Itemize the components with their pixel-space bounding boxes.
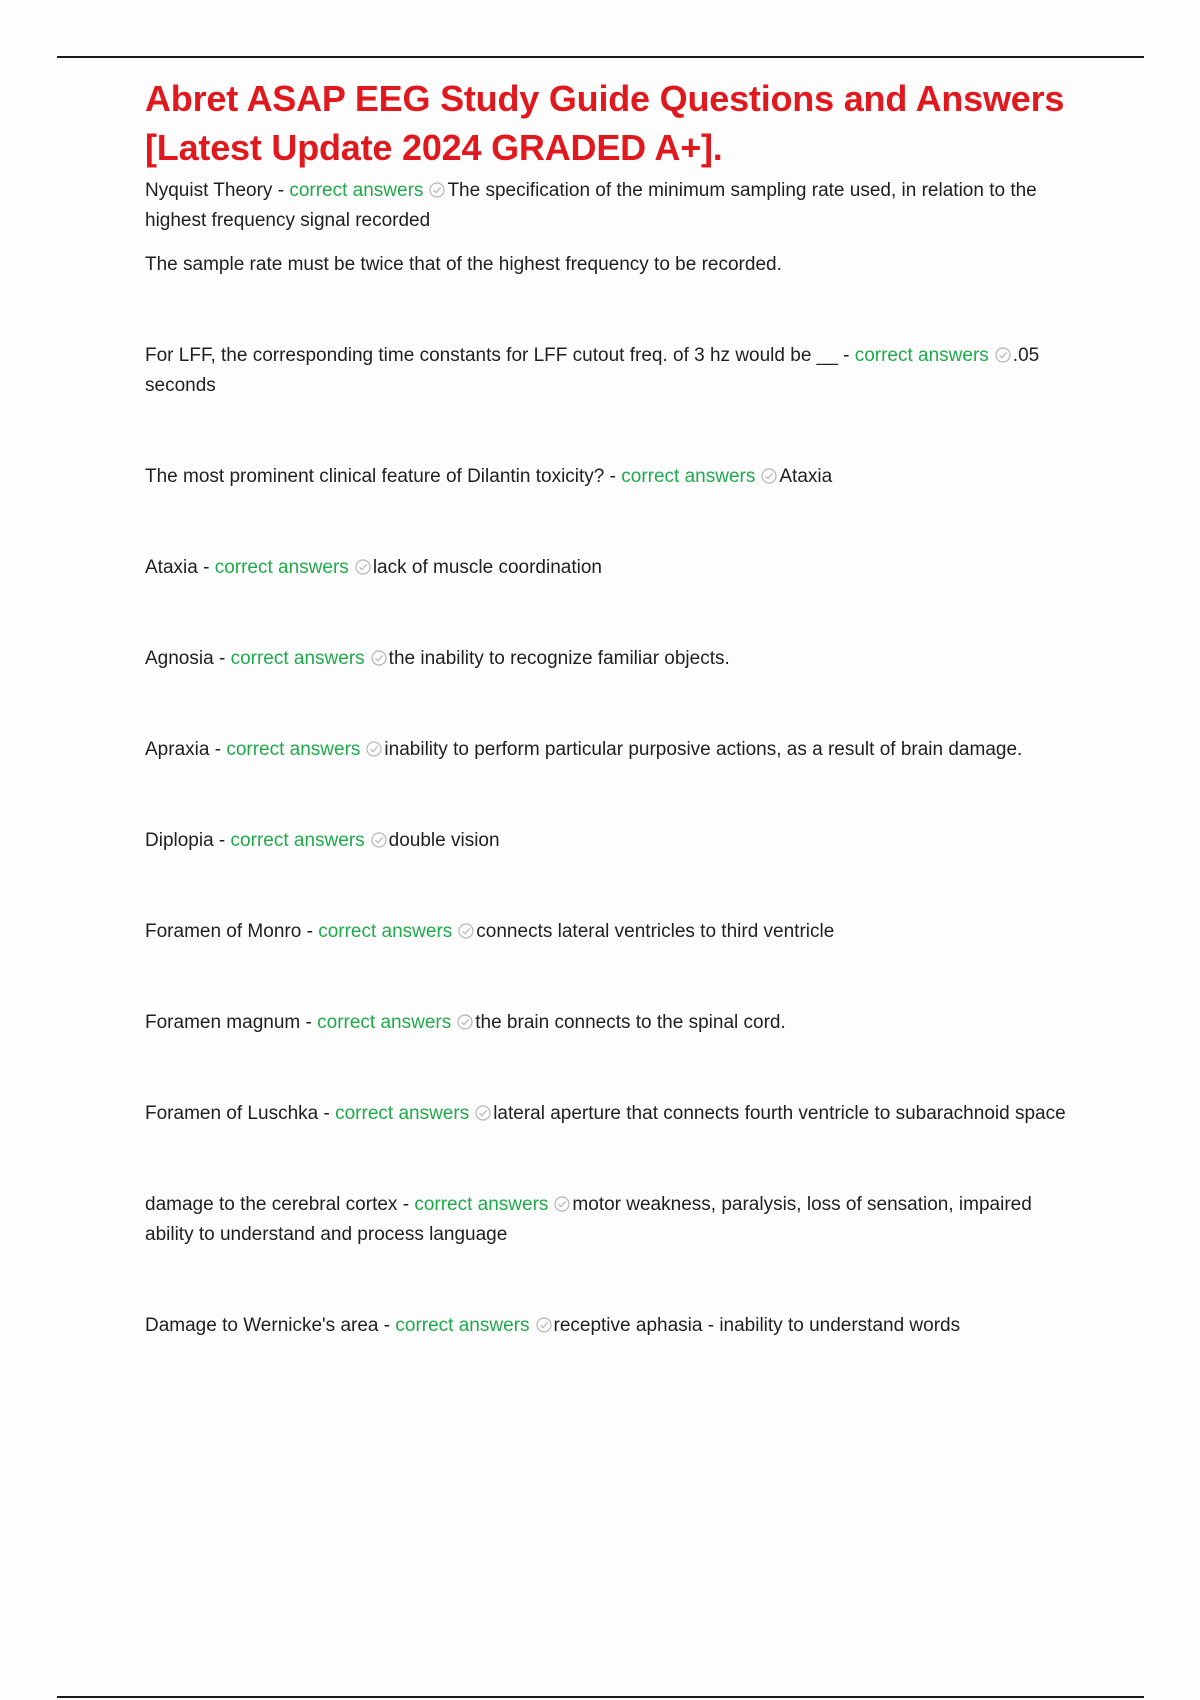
qa-entry xyxy=(145,1008,1080,1038)
question-text: Foramen of Monro xyxy=(145,921,302,942)
qa-entry xyxy=(145,462,1080,492)
qa-item xyxy=(145,826,1080,856)
check-circle-icon xyxy=(429,182,445,198)
answer-text: Ataxia xyxy=(779,466,833,487)
answer-label: correct answers xyxy=(230,648,365,669)
qa-item xyxy=(145,644,1080,674)
qa-entry xyxy=(145,1311,1080,1341)
qa-item xyxy=(145,1190,1080,1250)
separator: - xyxy=(604,466,622,487)
check-circle-icon xyxy=(366,741,382,757)
question-text: Diplopia xyxy=(145,830,214,851)
separator: - xyxy=(272,180,290,201)
qa-item xyxy=(145,176,1080,280)
answer-label: correct answers xyxy=(621,466,756,487)
answer-label: correct answers xyxy=(395,1315,530,1336)
note-text: The sample rate must be twice that of the highest frequency to be recorded. xyxy=(145,254,782,275)
qa-entry xyxy=(145,917,1080,947)
answer-text: receptive aphasia - inability to understand words xyxy=(553,1315,961,1336)
question-text: Foramen of Luschka xyxy=(145,1103,319,1124)
separator: - xyxy=(300,1012,318,1033)
qa-entry xyxy=(145,1190,1080,1250)
qa-item xyxy=(145,341,1080,401)
answer-text: lack of muscle coordination xyxy=(372,557,602,578)
answer-label: correct answers xyxy=(335,1103,470,1124)
separator: - xyxy=(397,1194,415,1215)
separator: - xyxy=(213,648,231,669)
question-text: The most prominent clinical feature of Dilantin toxicity? xyxy=(145,466,605,487)
answer-text: lateral aperture that connects fourth ventricle to subarachnoid space xyxy=(493,1103,1066,1124)
check-circle-icon xyxy=(355,559,371,575)
separator: - xyxy=(378,1315,396,1336)
answer-text: connects lateral ventricles to third ventricle xyxy=(476,921,835,942)
separator: - xyxy=(213,830,231,851)
question-text: Ataxia xyxy=(145,557,198,578)
answer-text: the brain connects to the spinal cord. xyxy=(475,1012,786,1033)
answer-text: The specification of the minimum sampling rate used, in relation to the highest frequency signal recorded xyxy=(145,180,1037,231)
question-text: Apraxia xyxy=(145,739,210,760)
answer-text: .05 seconds xyxy=(145,345,1040,396)
qa-entry xyxy=(145,553,1080,583)
qa-item xyxy=(145,735,1080,765)
check-circle-icon xyxy=(371,832,387,848)
answer-label: correct answers xyxy=(289,180,424,201)
answer-text: inability to perform particular purposive actions, as a result of brain damage. xyxy=(384,739,1023,760)
qa-item xyxy=(145,462,1080,492)
question-text: damage to the cerebral cortex xyxy=(145,1194,398,1215)
answer-label: correct answers xyxy=(230,830,365,851)
answer-text: motor weakness, paralysis, loss of sensation, impaired ability to understand and process language xyxy=(145,1194,1032,1245)
document-body xyxy=(145,74,1080,1341)
bottom-divider xyxy=(57,1696,1144,1698)
check-circle-icon xyxy=(475,1105,491,1121)
separator: - xyxy=(209,739,227,760)
answer-label: correct answers xyxy=(214,557,349,578)
top-divider xyxy=(57,56,1144,58)
check-circle-icon xyxy=(761,468,777,484)
question-text: Agnosia xyxy=(145,648,214,669)
check-circle-icon xyxy=(371,650,387,666)
answer-text: double vision xyxy=(388,830,500,851)
answer-label: correct answers xyxy=(854,345,989,366)
document-title: Abret ASAP EEG Study Guide Questions and Answers [Latest Update 2024 GRADED A+]. xyxy=(145,78,1065,168)
separator: - xyxy=(197,557,215,578)
question-text: For LFF, the corresponding time constants for LFF cutout freq. of 3 hz would be __ xyxy=(145,345,838,366)
question-text: Nyquist Theory xyxy=(145,180,273,201)
separator: - xyxy=(301,921,319,942)
check-circle-icon xyxy=(995,347,1011,363)
qa-item xyxy=(145,917,1080,947)
qa-item xyxy=(145,1311,1080,1341)
check-circle-icon xyxy=(554,1196,570,1212)
answer-text: the inability to recognize familiar objects. xyxy=(388,648,730,669)
check-circle-icon xyxy=(536,1317,552,1333)
answer-label: correct answers xyxy=(414,1194,549,1215)
qa-item xyxy=(145,1099,1080,1129)
qa-entry xyxy=(145,644,1080,674)
check-circle-icon xyxy=(457,1014,473,1030)
question-text: Foramen magnum xyxy=(145,1012,301,1033)
qa-entry xyxy=(145,341,1080,401)
answer-label: correct answers xyxy=(226,739,361,760)
answer-label: correct answers xyxy=(317,1012,452,1033)
separator: - xyxy=(837,345,855,366)
separator: - xyxy=(318,1103,336,1124)
qa-entry xyxy=(145,176,1080,236)
check-circle-icon xyxy=(458,923,474,939)
qa-entry xyxy=(145,735,1080,765)
answer-label: correct answers xyxy=(318,921,453,942)
qa-item xyxy=(145,1008,1080,1038)
qa-entry xyxy=(145,826,1080,856)
question-text: Damage to Wernicke's area xyxy=(145,1315,379,1336)
qa-item xyxy=(145,553,1080,583)
qa-entry xyxy=(145,1099,1080,1129)
